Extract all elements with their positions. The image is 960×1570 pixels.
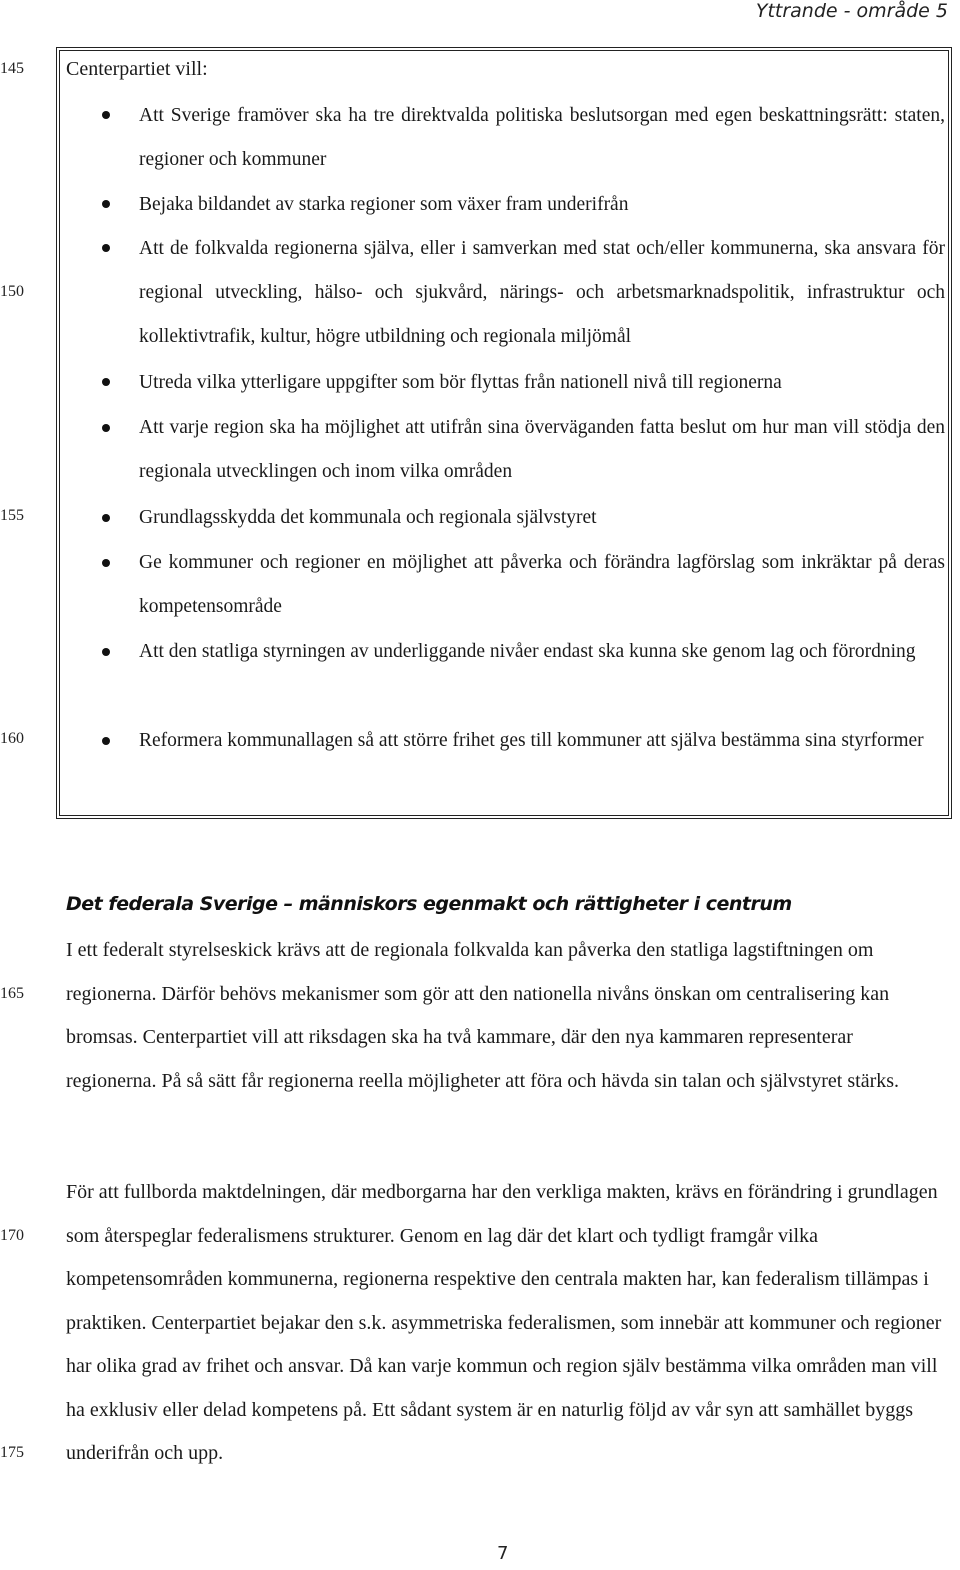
page-number: 7 [497,1543,509,1564]
line-number-150: 150 [0,283,24,300]
paragraph-1: I ett federalt styrelseskick krävs att de regionala folkvalda kan påverka den statliga lagstiftningen om regionerna. Därför behövs mekanismer som gör att den nationella nivåns önskan om centralisering kan bromsas. Centerpartiet vill att riksdagen ska ha två kammare, där den nya kammaren representerar regionerna. På så sätt får regionerna reella möjligheter att föra och hävda sin talan och självstyret stärks. [66,939,900,1092]
bullet-icon [102,514,110,522]
line-number-165: 165 [0,985,24,1002]
paragraph-2: För att fullborda maktdelningen, där medborgarna har den verkliga makten, krävs en förändring i grundlagen som återspeglar federalismens strukturer. Genom en lag där det klart och tydligt framgår vilka kompetensområden kommunerna, regionerna respektive den centrala makten har, kan federalism tillämpas i praktiken. Centerpartiet bejakar den s.k. asymmetriska federalismen, som innebär att kommuner och regioner har olika grad av frihet och ansvar. Då kan varje kommun och region själv bestämma vilka områden man vill ha exklusiv eller delad kompetens på. Ett sådant system är en naturlig följd av vår syn att samhället byggs underifrån och upp. [66,1181,942,1464]
bullet-item-1: Att Sverige framöver ska ha tre direktvalda politiska beslutsorgan med egen beskattningsrätt: staten, regioner och kommuner [139,105,945,170]
bullet-item-2: Bejaka bildandet av starka regioner som växer fram underifrån [139,194,629,215]
section-heading: Det federala Sverige – människors egenmakt och rättigheter i centrum [66,893,792,915]
bullet-icon [102,648,110,656]
line-number-160: 160 [0,730,24,747]
bullet-item-9: Reformera kommunallagen så att större frihet ges till kommuner att själva bestämma sina styrformer [139,730,924,751]
bullet-item-4: Utreda vilka ytterligare uppgifter som bör flyttas från nationell nivå till regionerna [139,372,782,393]
page-header-title: Yttrande - område 5 [755,0,948,22]
bullet-icon [102,111,110,119]
bullet-item-3: Att de folkvalda regionerna själva, eller i samverkan med stat och/eller kommunerna, ska ansvara för regional utveckling, hälso- och sjukvård, närings- och arbetsmarknadspolitik, infrastruktur och kollektivtrafik, kultur, högre utbildning och regionala miljömål [139,238,945,347]
bullet-icon [102,559,110,567]
line-number-175: 175 [0,1444,24,1461]
line-number-155: 155 [0,507,24,524]
bullet-icon [102,737,110,745]
line-number-145: 145 [0,60,24,77]
box-intro: Centerpartiet vill: [66,58,208,80]
line-number-170: 170 [0,1227,24,1244]
bullet-icon [102,200,110,208]
bullet-icon [102,424,110,432]
bullet-icon [102,378,110,386]
bullet-icon [102,244,110,252]
bullet-item-8: Att den statliga styrningen av underliggande nivåer endast ska kunna ske genom lag och förordning [139,641,916,662]
bullet-item-6: Grundlagsskydda det kommunala och regionala självstyret [139,507,597,528]
bullet-item-7: Ge kommuner och regioner en möjlighet att påverka och förändra lagförslag som inkräktar på deras kompetensområde [139,552,945,617]
bullet-item-5: Att varje region ska ha möjlighet att utifrån sina överväganden fatta beslut om hur man vill stödja den regionala utvecklingen och inom vilka områden [139,417,945,482]
